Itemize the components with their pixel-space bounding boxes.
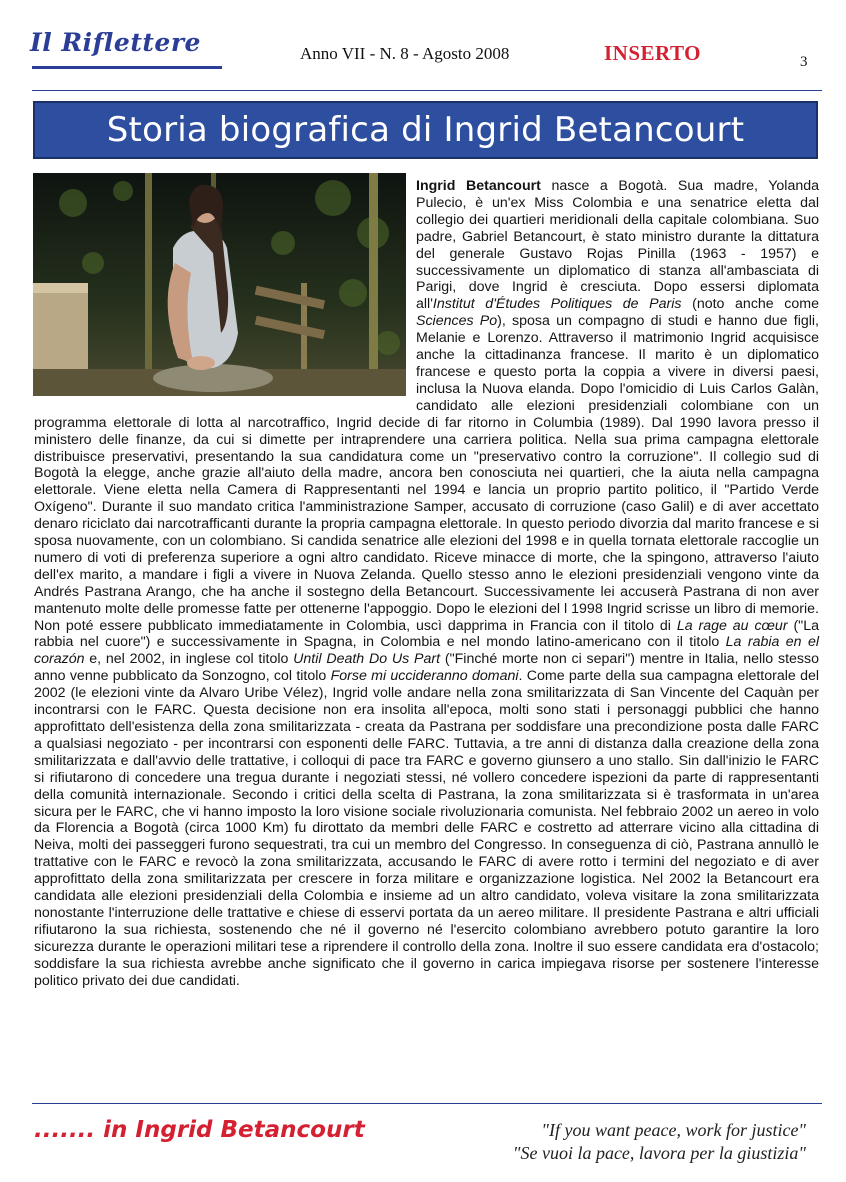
- article-text-1: nasce a Bogotà. Sua madre, Yolanda Pulecio, è un'ex Miss Colombia e una senatrice eletta dal collegio dei quartieri meridionali della capitale colombiana. Suo padre, Gabriel Betancourt, è stato ministro durante la dittatura del generale Gustavo Rojas Pinilla (1963 - 1957) e successivamente un diplomatico di stanza all'ambasciata di Parigi, dove Ingrid è cresciuta. Dopo essersi diplomata all': [416, 178, 820, 313]
- quote-italian: "Se vuoi la pace, lavora per la giustizia": [512, 1143, 806, 1163]
- article-lead-name: Ingrid Betancourt: [416, 178, 541, 194]
- article-italic-book-es: La rabia en el corazón: [34, 634, 819, 668]
- article-italic-book-it: Forse mi uccideranno domani: [330, 668, 519, 685]
- article-body: [34, 178, 819, 990]
- page-number: 3: [800, 54, 808, 70]
- masthead-logo: [30, 28, 201, 57]
- section-label: INSERTO: [604, 41, 701, 65]
- page-title: Storia biografica di Ingrid Betancourt: [106, 110, 745, 150]
- article-text-4: ("La rabbia nel cuore") e successivamente in Spagna, in Colombia e nel mondo latino-americano con il titolo: [34, 617, 819, 651]
- article-text-3: ), sposa un compagno di studi e hanno due figli, Melanie e Lorenzo. Attraverso il matrimonio Ingrid acquisisce anche la cittadinanza francese. Il marito è un diplomatico francese e questo porta la coppia a vivere in diversi paesi, inclusa la Nuova elanda. Dopo l'omicidio di Luis Carlos Galàn, candidato alle elezioni presidenziali colombiane con un programma elettorale di lotta al narcotraffico, Ingrid decide di far ritorno in Columbia (1989). Dal 1990 lavora presso il ministero delle finanze, da cui si dimette per intraprendere una carriera politica. Nella sua prima campagna elettorale distribuisce preservativi, presentando la sua candidatura come un "preservativo contro la corruzione". Il collegio sud di Bogotà la elegge, anche grazie all'aiuto della madre, ancora ben conosciuta nei quartieri, che la aiuta nella campagna elettorale. Viene eletta nella Camera di Rappresentanti nel 1994 e lancia un proprio partito politico, il "Partido Verde Oxígeno". Durante il suo mandato critica l'amministrazione Samper, accusato di corruzione (caso Galil) e di aver accettato denaro riciclato dai narcotrafficanti durante la propria campagna elettorale. In questo periodo divorzia dal marito francese e si sposa nuovamente, con un colombiano. Si candida senatrice alle elezioni del 1998 e in quella tornata elettorale raccoglie un numero di voti di preferenza superiore a ogni altro candidato. Riceve minacce di morte, che la spingono, attraverso l'aiuto dell'ex marito, a mandare i figli a vivere in Nuova Zelanda. Quello stesso anno le elezioni presidenziali vengono vinte da Andrés Pastrana Arango, che ha anche il sostegno della Betancourt. Successivamente lei accuserà Pastrana di non aver mantenuto molte delle promesse fatte per ottenerne l'appoggio. Dopo le elezioni del l 1998 Ingrid scrisse un libro di memorie. Non poté essere pubblicato immediatamente in Colombia, uscì dapprima in Francia con il titolo di: [34, 313, 819, 634]
- article-italic-book-fr: La rage au cœur: [676, 617, 788, 634]
- header-divider: [32, 90, 822, 91]
- article-text-2: (noto anche come: [681, 296, 819, 313]
- quote-english: "If you want peace, work for justice": [541, 1120, 806, 1140]
- logo-underline: [32, 66, 222, 69]
- article-italic-book-en: Until Death Do Us Part: [293, 651, 441, 668]
- article-italic-sciences-po: Sciences Po: [416, 313, 498, 330]
- footer-tagline: ....... in Ingrid Betancourt: [34, 1117, 365, 1143]
- issue-line: Anno VII - N. 8 - Agosto 2008: [300, 44, 510, 63]
- photo-text-wrap-spacer: [34, 178, 416, 400]
- article-text-6: ("Finché morte non ci separi") mentre in Italia, nello stesso anno venne pubblicato da Sonzogno, col titolo: [34, 651, 819, 685]
- article-text-7: . Come parte della sua campagna elettorale del 2002 (le elezioni vinte da Alvaro Uribe Vélez), Ingrid volle andare nella zona smilitarizzata di San Vincente del Caquàn per incontrarsi con le FARC. Questa decisione non era insolita all'epoca, molti sono stati i personaggi pubblici che hanno approfittato dell'esistenza della zona smilitarizzata - creata da Pastrana per soddisfare una precondizione posta dalle FARC a qualsiasi negoziato - per incontrarsi con esponenti delle FARC. Tuttavia, a tre anni di distanza dalla creazione della zona smilitarizzata e dall'avvio delle trattative, i colloqui di pace tra FARC e governo giunsero a uno stallo. Sin dall'inizio le FARC si rifiutarono di concedere una tregua durante i negoziati stessi, né vollero concedere ispezioni da parte di rappresentanti della comunità internazionale. Secondo i critici della scelta di Pastrana, la zona smilitarizzata si è trasformata in un'area sicura per le FARC, che vi hanno imposto la loro visione sociale rivoluzionaria comunista. Nel febbraio 2002 un aereo in volo da Florencia a Bogotà (circa 1000 Km) fu dirottato da membri delle FARC e costretto ad atterrare vicino alla cittadina di Neiva, molti dei passeggeri furono sequestrati, tra cui un membro del Congresso. In conseguenza di ciò, Pastrana annullò le trattative con le FARC e revocò la zona smilitarizzata, accusando le FARC di avere rotto i termini del negoziato e di aver approfittato della zona smilitarizzata per crescere in forza militare e organizzazione logistica. Nel 2002 la Betancourt era candidata alle elezioni presidenziali della Colombia e insieme ad un altro candidato, voleva visitare la zona smilitarizzata nonostante l'interruzione delle trattative e chiese di esservi portata da un aereo militare. Il presidente Pastrana e altri ufficiali rifiutarono la sua richiesta, sostenendo che né il governo né l'esercito colombiano avrebbero potuto garantire la loro sicurezza durante le operazioni militari tese a riprendere il controllo della zona. Inoltre il suo essere candidata era d'ostacolo; soddisfare la sua richiesta avrebbe anche significato che il governo in carica impiegava risorse per sostenere l'interesse politico privato dei due candidati.: [34, 668, 820, 989]
- article-italic-institut: Institut d'Études Politiques de Paris: [432, 296, 682, 313]
- article-text-5: e, nel 2002, in inglese col titolo: [84, 651, 294, 668]
- masthead-logo-text: Il Riflettere: [30, 28, 201, 57]
- footer-divider: [32, 1103, 822, 1104]
- title-banner: [33, 101, 818, 159]
